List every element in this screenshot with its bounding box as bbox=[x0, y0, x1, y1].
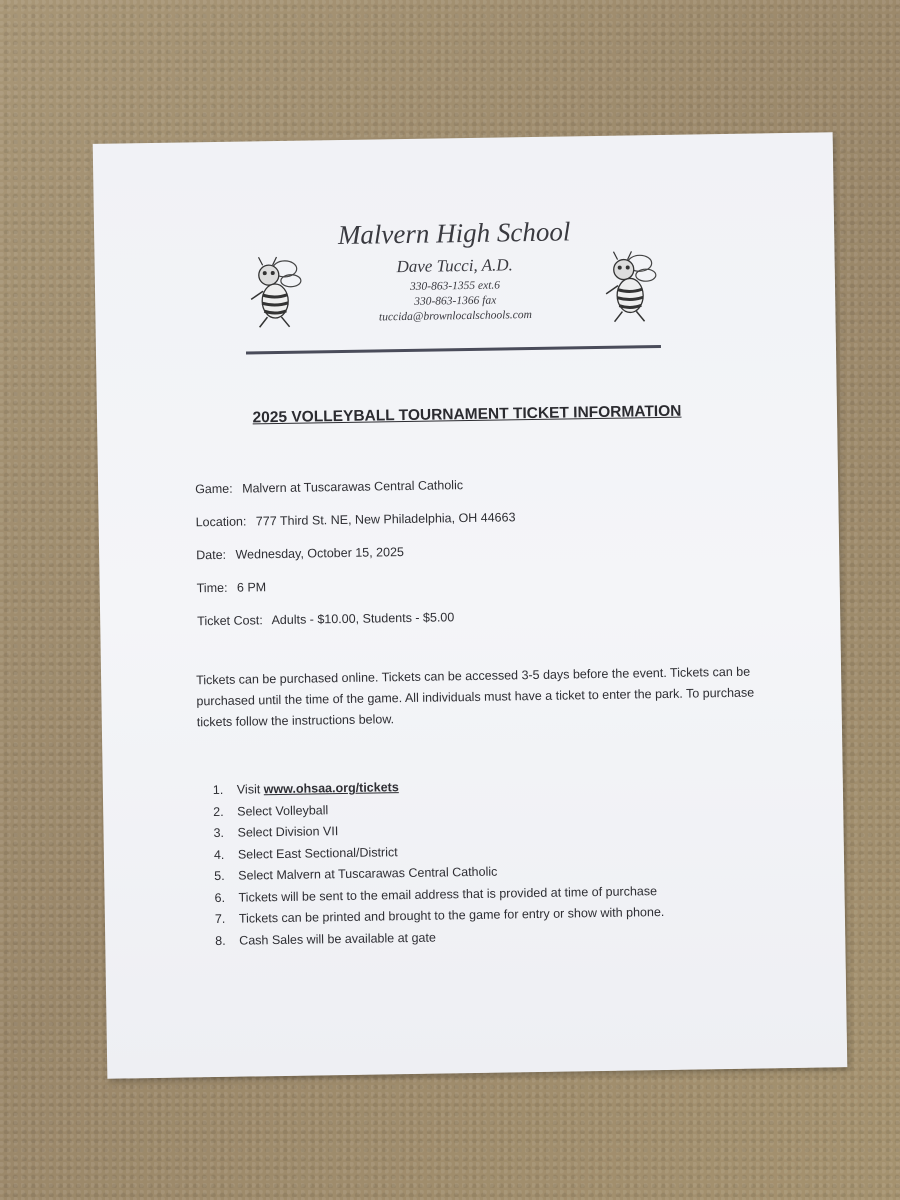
list-item: 4. Select East Sectional/District bbox=[213, 844, 398, 862]
date-row bbox=[196, 539, 756, 562]
email-address: tuccida@brownlocalschools.com bbox=[378, 308, 533, 324]
game-row bbox=[195, 474, 755, 497]
hornet-mascot-icon bbox=[599, 245, 660, 326]
time-value: 6 PM bbox=[236, 580, 267, 595]
date-value: Wednesday, October 15, 2025 bbox=[235, 545, 405, 562]
list-item: 2. Select Volleyball bbox=[213, 802, 329, 819]
location-row bbox=[196, 507, 756, 530]
header-divider bbox=[246, 345, 661, 355]
list-item: 5. Select Malvern at Tuscarawas Central Catholic bbox=[214, 864, 498, 884]
list-item: 3. Select Division VII bbox=[213, 824, 339, 841]
flyer-paper bbox=[93, 132, 848, 1079]
location-label: Location: bbox=[195, 514, 247, 530]
ticket-cost-label: Ticket Cost: bbox=[197, 613, 263, 629]
phone-number: 330-863-1355 ext.6 bbox=[409, 279, 501, 293]
list-item: 8. Cash Sales will be available at gate bbox=[215, 930, 436, 948]
ticket-cost-row bbox=[197, 605, 757, 628]
document-title: 2025 VOLLEYBALL TOURNAMENT TICKET INFORMATION bbox=[252, 402, 682, 427]
fax-number: 330-863-1366 fax bbox=[414, 294, 497, 308]
time-row bbox=[197, 572, 757, 595]
game-value: Malvern at Tuscarawas Central Catholic bbox=[242, 478, 464, 496]
athletic-director-name: Dave Tucci, A.D. bbox=[396, 255, 513, 277]
date-label: Date: bbox=[196, 547, 227, 563]
list-item: 1. Visit www.ohsaa.org/tickets bbox=[212, 780, 399, 798]
ticket-cost-value: Adults - $10.00, Students - $5.00 bbox=[271, 610, 455, 628]
letterhead bbox=[93, 132, 837, 384]
purchase-steps-list bbox=[213, 771, 776, 952]
time-label: Time: bbox=[196, 580, 228, 596]
ohsaa-tickets-link[interactable]: www.ohsaa.org/tickets bbox=[263, 780, 399, 797]
purchase-instructions-paragraph: Tickets can be purchased online. Tickets can be accessed 3-5 days before the event. Tickets can be purchased until the time of the game. All individuals must have a ticket to enter the park. To purchase tickets follow the instructions below. bbox=[196, 664, 755, 730]
list-item: 6. Tickets will be sent to the email address that is provided at time of purchase bbox=[214, 883, 658, 905]
list-item: 7. Tickets can be printed and brought to the game for entry or show with phone. bbox=[214, 904, 665, 927]
game-label: Game: bbox=[195, 481, 233, 497]
school-name: Malvern High School bbox=[337, 216, 571, 251]
event-details bbox=[195, 474, 758, 648]
location-value: 777 Third St. NE, New Philadelphia, OH 44663 bbox=[255, 510, 516, 529]
